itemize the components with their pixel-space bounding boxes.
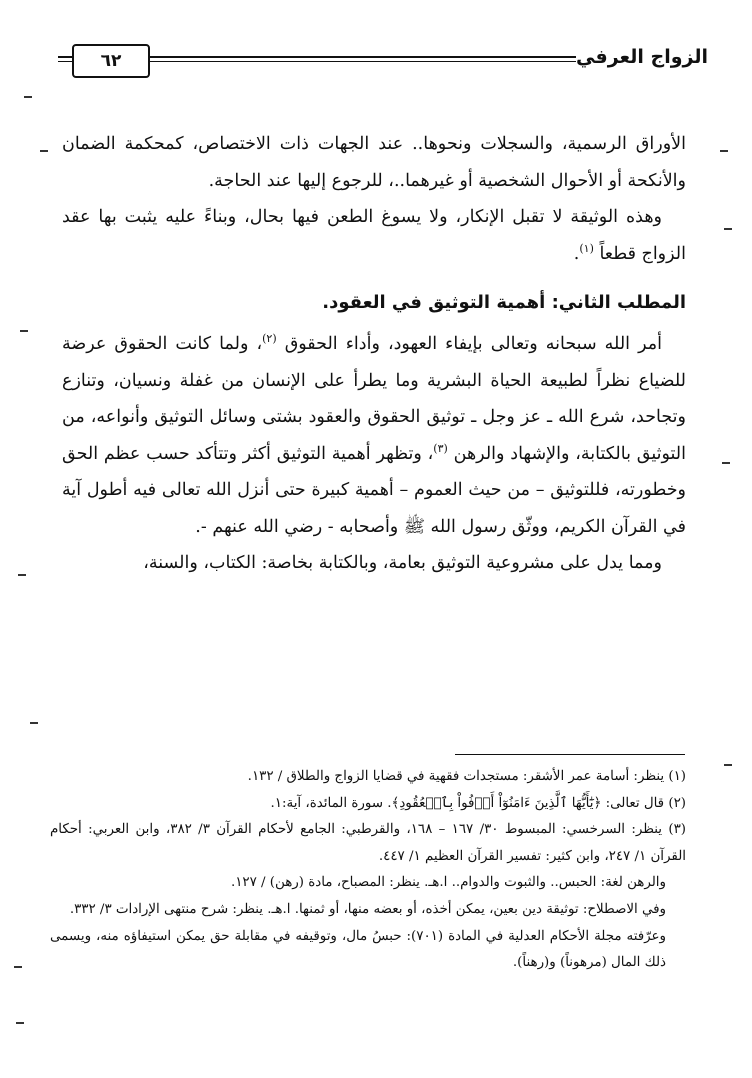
margin-mark bbox=[720, 150, 728, 152]
margin-mark bbox=[40, 150, 48, 152]
paragraph bbox=[62, 326, 686, 545]
footnote-separator bbox=[455, 754, 685, 755]
margin-mark bbox=[16, 1022, 24, 1024]
paragraph-text: أمر الله سبحانه وتعالى بإيفاء العهود، وأداء الحقوق bbox=[284, 334, 662, 354]
margin-mark bbox=[18, 574, 26, 576]
body-text bbox=[62, 126, 686, 582]
footnotes bbox=[50, 764, 686, 977]
margin-mark bbox=[30, 722, 38, 724]
footnote: (٢) قال تعالى: ﴿يَٰٓأَيُّهَا ٱلَّذِينَ ءَامَنُوٓاْ أَوۡفُواْ بِٱلۡعُقُودِ﴾. سورة المائدة، آية:١. bbox=[270, 795, 686, 811]
page-header bbox=[58, 44, 708, 88]
margin-mark bbox=[724, 228, 732, 230]
header-rule-left bbox=[58, 56, 72, 62]
paragraph: الأوراق الرسمية، والسجلات ونحوها.. عند الجهات ذات الاختصاص، كمحكمة الضمان والأنكحة أو الأحوال الشخصية أو غيرهما..، للرجوع إليها عند الحاجة. bbox=[62, 134, 686, 191]
footnote: (١) ينظر: أسامة عمر الأشقر: مستجدات فقهية في قضايا الزواج والطلاق / ١٣٢. bbox=[247, 769, 686, 784]
margin-mark bbox=[724, 764, 732, 766]
paragraph: ومما يدل على مشروعية التوثيق بعامة، وبالكتابة بخاصة: الكتاب، والسنة، bbox=[143, 553, 662, 573]
footnote-continuation: وفي الاصطلاح: توثيقة دين بعين، يمكن أخذه، أو بعضه منها، أو ثمنها. ا.هـ. ينظر: شرح منتهى الإرادات ٣/ ٣٣٢. bbox=[69, 901, 666, 917]
header-rule bbox=[150, 56, 576, 62]
footnote-ref: (٢) bbox=[262, 332, 277, 346]
paragraph-text: وهذه الوثيقة لا تقبل الإنكار، ولا يسوغ الطعن فيها بحال، وبناءً عليه يثبت بها عقد الزواج قطعاً bbox=[62, 207, 686, 264]
footnote: (٣) ينظر: السرخسي: المبسوط ٣٠/ ١٦٧ – ١٦٨، والقرطبي: الجامع لأحكام القرآن ٣/ ٣٨٢، وابن العربي: أحكام القرآن ١/ ٢٤٧، وابن كثير: تفسير القرآن العظيم ١/ ٤٤٧. bbox=[50, 822, 686, 864]
paragraph-text: ، ولما كانت الحقوق عرضة للضياع نظراً لطبيعة الحياة البشرية وما يطرأ على الإنسان من غفلة ونسيان، وتنازع وتجاحد، شرع الله ـ عز وجل ـ توثيق الحقوق والعقود بشتى وسائل التوثيق وأنواعه، من التوثيق بالكتابة، والإشهاد والرهن bbox=[62, 334, 686, 464]
footnote-ref: (٣) bbox=[433, 441, 448, 455]
footnote-continuation: والرهن لغة: الحبس.. والثبوت والدوام.. ا.هـ. ينظر: المصباح، مادة (رهن) / ١٢٧. bbox=[230, 875, 666, 891]
footnote-ref: (١) bbox=[579, 241, 594, 255]
page-number: ٦٢ bbox=[72, 44, 150, 78]
footnote-continuation: وعرّفته مجلة الأحكام العدلية في المادة (٧٠١): حبسُ مال، وتوقيفه في مقابلة حق يمكن استيفاؤه منه، ويسمى ذلك المال (مرهوناً) و(رهناً). bbox=[50, 928, 667, 971]
margin-mark bbox=[722, 462, 730, 464]
paragraph-text: ، وتظهر أهمية التوثيق أكثر وتتأكد حسب عظم الحق وخطورته، فللتوثيق – من حيث العموم – أهمية كبيرة حتى أنزل الله تعالى فيه أطول آية في القرآن الكريم، ووثّق رسول الله ﷺ وأصحابه - رضي الله عنهم -. bbox=[62, 443, 686, 537]
margin-mark bbox=[20, 330, 28, 332]
section-heading: المطلب الثاني: أهمية التوثيق في العقود. bbox=[322, 292, 686, 313]
book-title: الزواج العرفي bbox=[576, 46, 708, 68]
margin-mark bbox=[14, 966, 22, 968]
margin-mark bbox=[24, 96, 32, 98]
paragraph: وهذه الوثيقة لا تقبل الإنكار، ولا يسوغ الطعن فيها بحال، وبناءً عليه يثبت بها عقد الزواج قطعاً $^{(١)}$. bbox=[62, 207, 686, 264]
